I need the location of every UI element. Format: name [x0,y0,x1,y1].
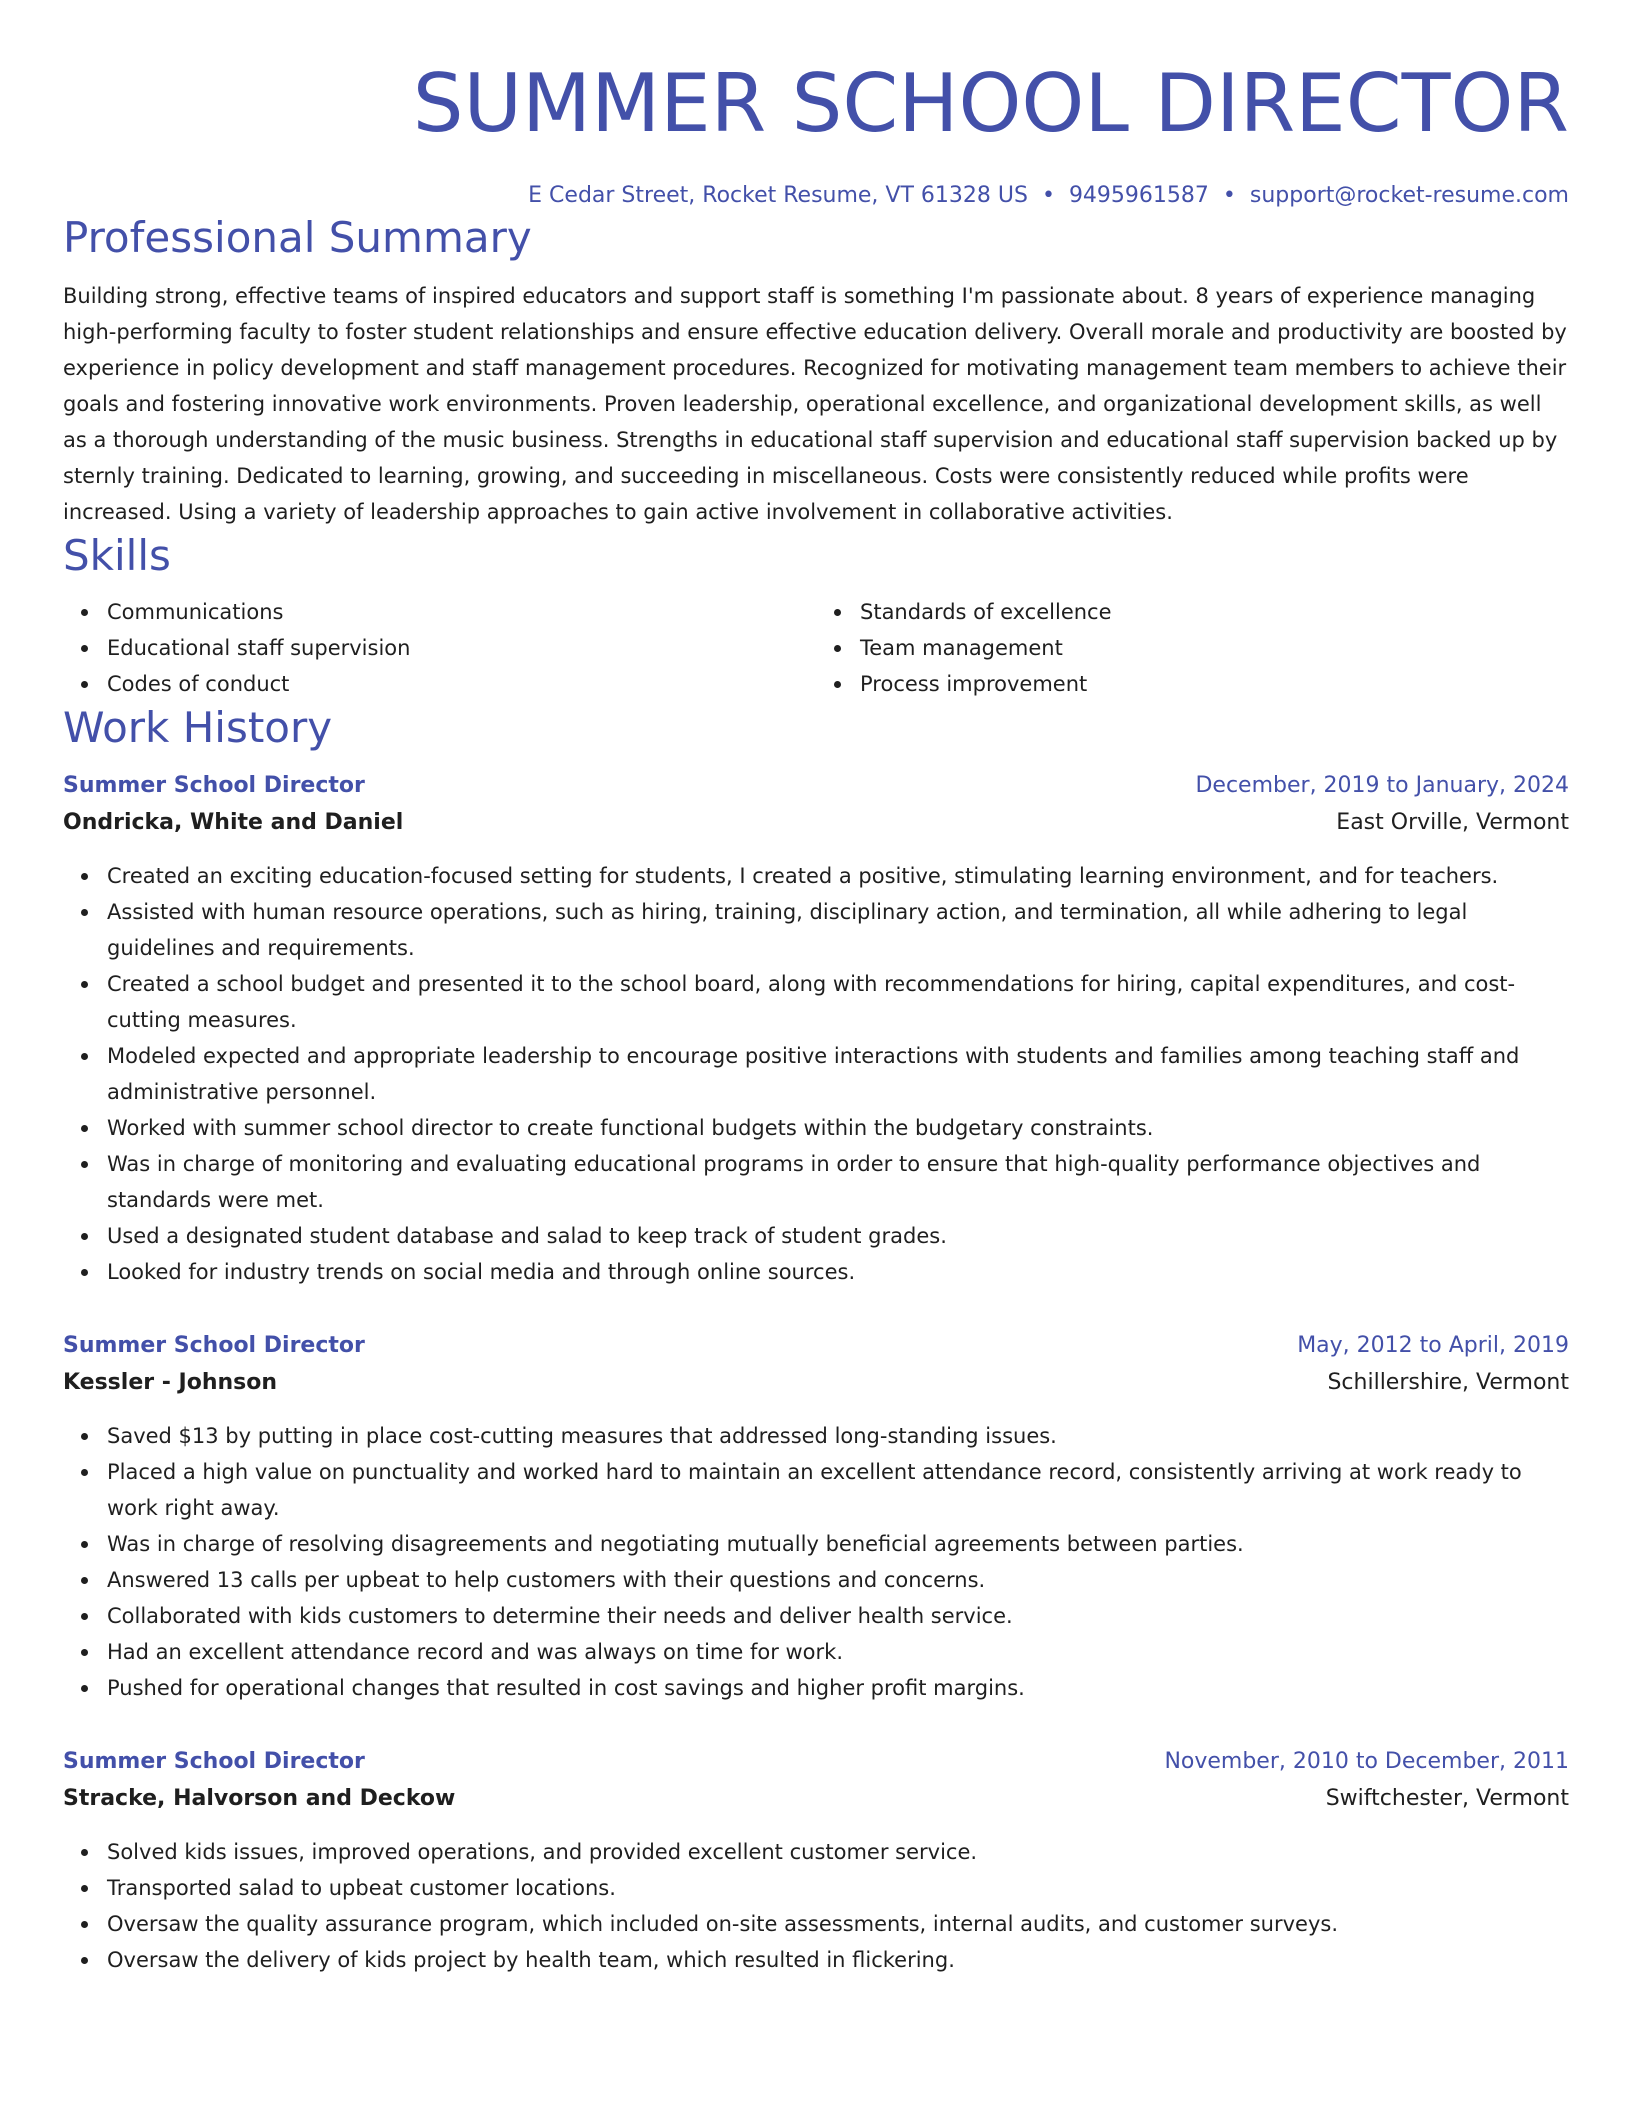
job-company: Kessler - Johnson [63,1370,278,1395]
list-item: Worked with summer school director to create functional budgets within the budgetary constraints. [107,1110,1569,1146]
skill-item: Codes of conduct [107,666,816,702]
work-history-heading: Work History [63,703,333,752]
job-company: Stracke, Halvorson and Deckow [63,1786,456,1811]
summary-section [63,212,1569,530]
job-company: Ondricka, White and Daniel [63,810,404,835]
job-entry [63,768,1569,1290]
list-item: Placed a high value on punctuality and worked hard to maintain an excellent attendance record, consistently arriving at work ready to work right away. [107,1454,1569,1526]
job-bullets [63,1834,1569,1978]
contact-line [63,180,1569,212]
job-bullets [63,1418,1569,1706]
list-item: Answered 13 calls per upbeat to help customers with their questions and concerns. [107,1562,1569,1598]
list-item: Used a designated student database and salad to keep track of student grades. [107,1218,1569,1254]
job-dates: May, 2012 to April, 2019 [1297,1333,1569,1358]
job-dates: December, 2019 to January, 2024 [1195,773,1569,798]
list-item: Pushed for operational changes that resulted in cost savings and higher profit margins. [107,1670,1569,1706]
skill-item: Communications [107,594,816,630]
skill-item: Educational staff supervision [107,630,816,666]
contact-email: support@rocket-resume.com [1249,183,1569,208]
job-location: Swiftchester, Vermont [1325,1786,1569,1811]
page-title: SUMMER SCHOOL DIRECTOR [412,57,1569,150]
list-item: Modeled expected and appropriate leadership to encourage positive interactions with students and families among teaching staff and administrative personnel. [107,1038,1569,1110]
list-item: Looked for industry trends on social media and through online sources. [107,1254,1569,1290]
job-location: Schillershire, Vermont [1327,1370,1569,1395]
list-item: Was in charge of resolving disagreements and negotiating mutually beneficial agreements between parties. [107,1526,1569,1562]
job-title: Summer School Director [63,1749,365,1774]
contact-separator: • [1041,183,1055,208]
skill-item: Standards of excellence [860,594,1569,630]
list-item: Oversaw the quality assurance program, which included on-site assessments, internal audits, and customer surveys. [107,1906,1569,1942]
skills-heading: Skills [63,531,171,580]
contact-phone: 9495961587 [1068,183,1209,208]
list-item: Was in charge of monitoring and evaluating educational programs in order to ensure that high-quality performance objectives and standards were met. [107,1146,1569,1218]
list-item: Saved $13 by putting in place cost-cutting measures that addressed long-standing issues. [107,1418,1569,1454]
job-entry [63,1328,1569,1706]
contact-address: E Cedar Street, Rocket Resume, VT 61328 US [528,183,1028,208]
list-item: Created a school budget and presented it to the school board, along with recommendations for hiring, capital expenditures, and cost-cutting measures. [107,966,1569,1038]
resume-header [63,56,1569,212]
list-item: Assisted with human resource operations, such as hiring, training, disciplinary action, and termination, all while adhering to legal guidelines and requirements. [107,894,1569,966]
list-item: Created an exciting education-focused setting for students, I created a positive, stimulating learning environment, and for teachers. [107,858,1569,894]
work-history-section [63,702,1569,1978]
job-dates: November, 2010 to December, 2011 [1164,1749,1569,1774]
skills-list-right [816,594,1569,702]
skills-section [63,530,1569,702]
job-entry [63,1744,1569,1978]
contact-separator: • [1222,183,1236,208]
job-title: Summer School Director [63,1333,365,1358]
list-item: Oversaw the delivery of kids project by health team, which resulted in flickering. [107,1942,1569,1978]
skills-columns [63,594,1569,702]
list-item: Solved kids issues, improved operations, and provided excellent customer service. [107,1834,1569,1870]
summary-heading: Professional Summary [63,213,532,262]
job-title: Summer School Director [63,773,365,798]
skill-item: Process improvement [860,666,1569,702]
job-bullets [63,858,1569,1290]
skill-item: Team management [860,630,1569,666]
list-item: Transported salad to upbeat customer locations. [107,1870,1569,1906]
skills-list-left [63,594,816,702]
list-item: Collaborated with kids customers to determine their needs and deliver health service. [107,1598,1569,1634]
job-location: East Orville, Vermont [1336,810,1569,835]
summary-text: Building strong, effective teams of inspired educators and support staff is something I'm passionate about. 8 years of experience managing high-performing faculty to foster student relationships and ensure effective education delivery. Overall morale and productivity are boosted by experience in policy development and staff management procedures. Recognized for motivating management team members to achieve their goals and fostering innovative work environments. Proven leadership, operational excellence, and organizational development skills, as well as a thorough understanding of the music business. Strengths in educational staff supervision and educational staff supervision backed up by sternly training. Dedicated to learning, growing, and succeeding in miscellaneous. Costs were consistently reduced while profits were increased. Using a variety of leadership approaches to gain active involvement in collaborative activities. [63,284,1567,524]
list-item: Had an excellent attendance record and was always on time for work. [107,1634,1569,1670]
